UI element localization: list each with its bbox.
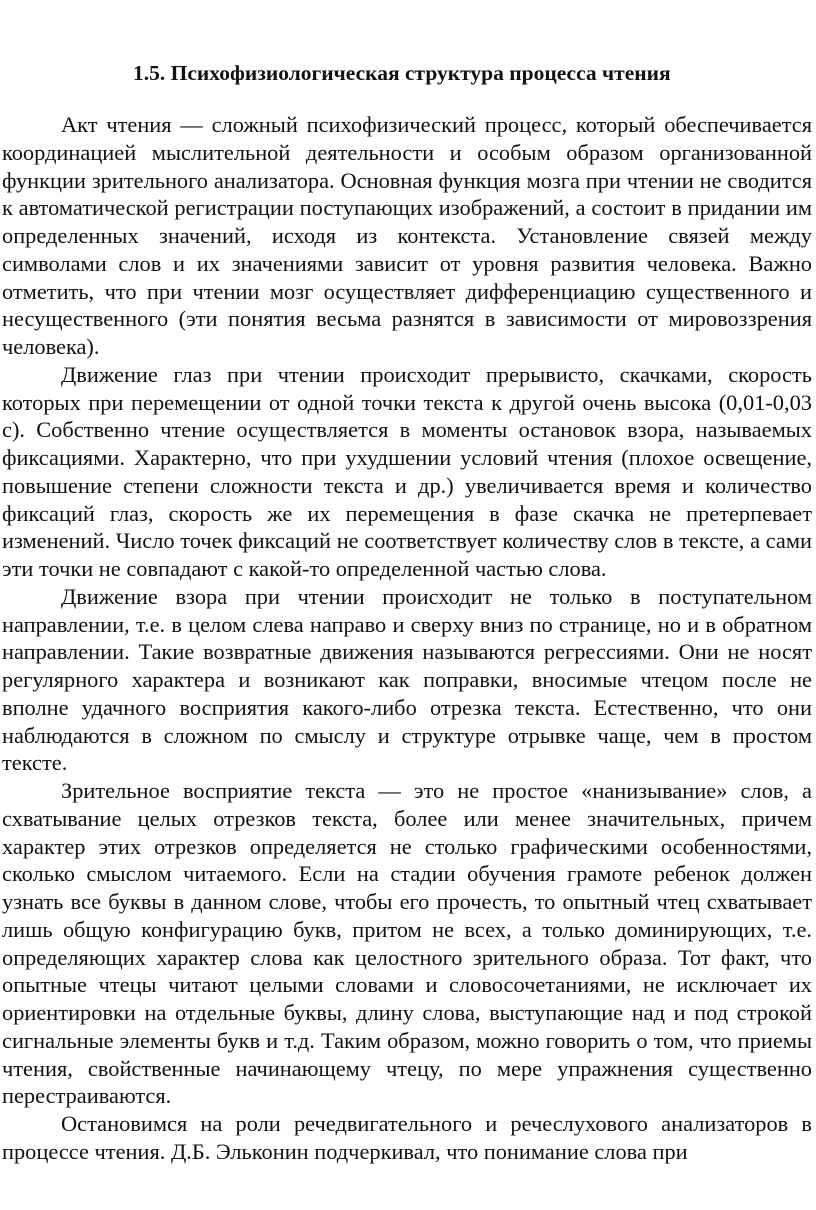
paragraph-regressions: Движение взора при чтении происходит не только в поступательном направлении, т.е. в целом слева направо и сверху вниз по странице, но и в обратном направлении. Такие возвратные движения называются регрессиями. Они не носят регулярного характера и возникают как поправки, вносимые чтецом после не вполне удачного восприятия какого-либо отрезка текста. Естественно, что они наблюдаются в сложном по смыслу и структуре отрывке чаще, чем в простом тексте. xyxy=(2,583,812,776)
paragraph-eye-movement: Движение глаз при чтении происходит прерывисто, скачками, скорость которых при перемещении от одной точки текста к другой очень высока (0,01-0,03 с). Собственно чтение осуществляется в моменты остановок взора, называемых фиксациями. Характерно, что при ухудшении условий чтения (плохое освещение, повышение степени сложности текста и др.) увеличивается время и количество фиксаций глаз, скорость же их перемещения в фазе скачка не претерпевает изменений. Число точек фиксаций не соответствует количеству слов в тексте, а сами эти точки не совпадают с какой-то определенной частью слова. xyxy=(2,361,812,581)
section-heading: 1.5. Психофизиологическая структура процесса чтения xyxy=(133,61,671,85)
paragraph-visual-perception: Зрительное восприятие текста — это не простое «нанизывание» слов, а схватывание целых отрезков текста, более или менее значительных, причем характер этих отрезков определяется не столько графическими особенностями, сколько смыслом читаемого. Если на стадии обучения грамоте ребенок должен узнать все буквы в данном слове, чтобы его прочесть, то опытный чтец схватывает лишь общую конфигурацию букв, притом не всех, а только доминирующих, т.е. определяющих характер слова как целостного зрительного образа. Тот факт, что опытные чтецы читают целыми словами и словосочетаниями, не исключает их ориентировки на отдельные буквы, длину слова, выступающие над и под строкой сигнальные элементы букв и т.д. Таким образом, можно говорить о том, что приемы чтения, свойственные начинающему чтецу, по мере упражнения существенно перестраиваются. xyxy=(2,778,812,1109)
body-text xyxy=(0,111,812,1166)
paragraph-analyzers: Остановимся на роли речедвигательного и речеслухового анализаторов в процессе чтения. Д.Б. Эльконин подчеркивал, что понимание слова при xyxy=(2,1111,812,1164)
paragraph-reading-act: Акт чтения — сложный психофизический процесс, который обеспечивается координацией мыслительной деятельности и особым образом организованной функции зрительного анализатора. Основная функция мозга при чтении не сводится к автоматической регистрации поступающих изображений, а состоит в придании им определенных значений, исходя из контекста. Установление связей между символами слов и их значениями зависит от уровня развития человека. Важно отметить, что при чтении мозг осуществляет дифференциацию существенного и несущественного (эти понятия весьма разнятся в зависимости от мировоззрения человека). xyxy=(2,112,812,359)
